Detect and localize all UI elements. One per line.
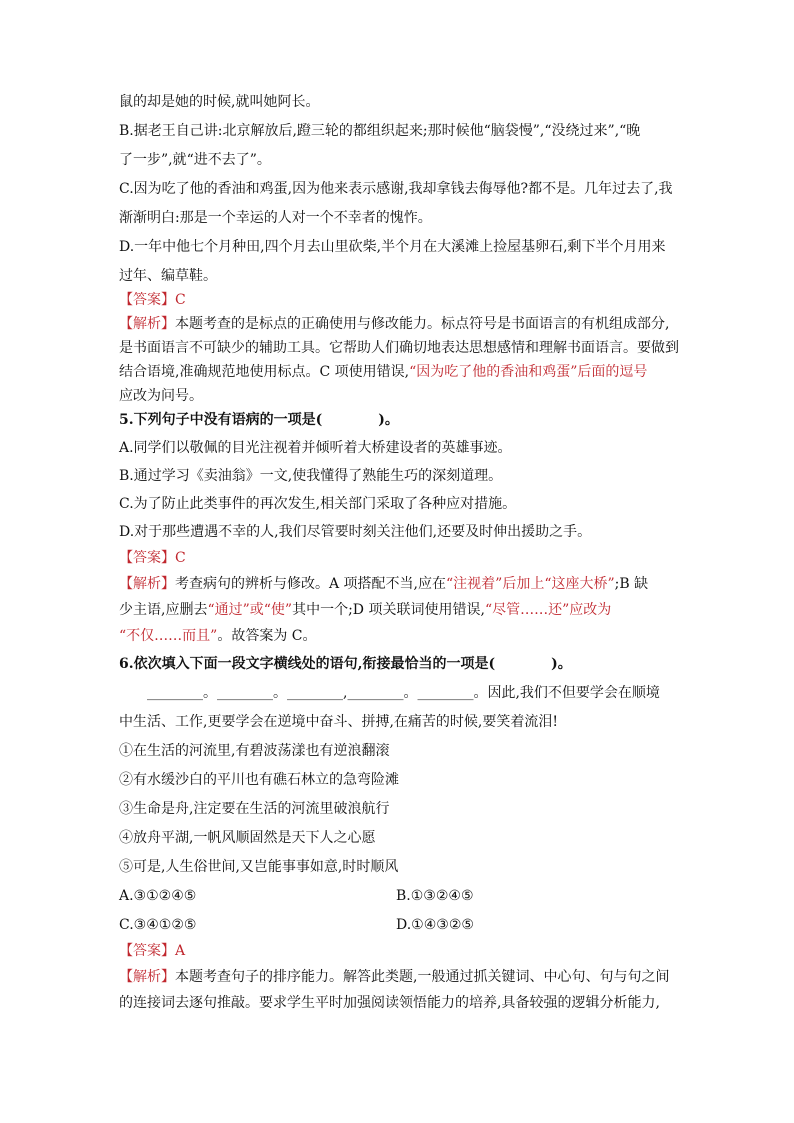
q5-answer (119, 548, 679, 568)
analysis-text: 考查病句的辨析与修改。A 项搭配不当,应在 (175, 576, 447, 592)
q4-analysis-line4: 应改为问号。 (119, 388, 203, 404)
q5-option-c: C.为了防止此类事件的再次发生,相关部门采取了各种应对措施。 (119, 496, 517, 512)
q6-option-b: B.①③②④⑤ (396, 888, 474, 904)
analysis-quote: “尽管……还”应改为 (484, 602, 612, 618)
q6-stem: 6.依次填入下面一段文字横线处的语句,衔接最恰当的一项是( )。 (119, 656, 572, 672)
q6-item-5: ⑤可是,人生俗世间,又岂能事事如意,时时顺风 (119, 859, 399, 875)
q4-analysis-line1 (119, 314, 679, 334)
analysis-text: ;B 缺 (614, 576, 649, 592)
analysis-text: 本题考查句子的排序能力。解答此类题,一般通过抓关键词、中心句、句与句之间 (175, 969, 670, 985)
analysis-text: 其中一个;D 项关联词使用错误, (292, 602, 485, 618)
q6-passage-line2: 中生活、工作,更要学会在逆境中奋斗、拼搏,在痛苦的时候,要笑着流泪! (119, 714, 558, 730)
analysis-quote: “注视着”后加上“这座大桥” (446, 576, 615, 592)
q4-option-d-line2: 过年、编草鞋。 (119, 268, 217, 284)
analysis-text: 本题考查的是标点的正确使用与修改能力。标点符号是书面语言的有机组成部分, (175, 316, 670, 332)
q4-option-c-line2: 渐渐明白:那是一个幸运的人对一个不幸者的愧怍。 (119, 210, 432, 226)
q4-analysis-line2: 是书面语言不可缺少的辅助工具。它帮助人们确切地表达思想感情和理解书面语言。要做到 (119, 340, 679, 356)
analysis-quote: “通过”或“使” (207, 602, 293, 618)
q4-option-b-line2: 了一步”,就“进不去了”。 (119, 152, 271, 168)
q6-item-4: ④放舟平湖,一帆风顺固然是天下人之心愿 (119, 830, 376, 846)
q6-answer (119, 941, 679, 961)
answer-tag: 【答案】 (119, 550, 175, 566)
analysis-tag: 【解析】 (119, 316, 175, 332)
analysis-text: 。故答案为 C。 (217, 628, 317, 644)
analysis-text: 少主语,应删去 (119, 602, 208, 618)
q4-analysis-line3 (119, 362, 679, 382)
answer-tag: 【答案】 (119, 292, 175, 308)
q6-options-row1 (119, 886, 679, 906)
q6-analysis-line1 (119, 967, 679, 987)
q6-analysis-line2: 的连接词去逐句推敲。要求学生平时加强阅读领悟能力的培养,具备较强的逻辑分析能力, (119, 995, 660, 1011)
q4-option-b-line1: B.据老王自己讲:北京解放后,蹬三轮的都组织起来;那时候他“脑袋慢”,“没绕过来”,“晚 (119, 123, 641, 139)
q6-passage-line1: ________。________。________,________。________。因此,我们不但要学会在顺境 (147, 685, 660, 701)
q5-analysis-line1 (119, 574, 679, 594)
answer-value: C (175, 292, 186, 308)
document-page (119, 92, 679, 1013)
q4-answer (119, 290, 679, 310)
answer-value: C (175, 550, 186, 566)
analysis-text: 结合语境,准确规范地使用标点。C 项使用错误, (119, 364, 410, 380)
q6-item-3: ③生命是舟,注定要在生活的河流里破浪航行 (119, 801, 390, 817)
analysis-tag: 【解析】 (119, 969, 175, 985)
q5-option-b: B.通过学习《卖油翁》一文,使我懂得了熟能生巧的深刻道理。 (119, 468, 503, 484)
analysis-quote: “不仅……而且” (119, 628, 218, 644)
answer-value: A (175, 943, 186, 959)
q5-option-d: D.对于那些遭遇不幸的人,我们尽管要时刻关注他们,还要及时伸出援助之手。 (119, 524, 592, 540)
analysis-quote: “因为吃了他的香油和鸡蛋”后面的逗号 (409, 364, 648, 380)
q6-options-row2 (119, 915, 679, 935)
q5-analysis-line3 (119, 626, 679, 646)
analysis-tag: 【解析】 (119, 576, 175, 592)
q4-option-c-line1: C.因为吃了他的香油和鸡蛋,因为他来表示感谢,我却拿钱去侮辱他?都不是。几年过去了,我 (119, 181, 673, 197)
q6-option-d: D.①④③②⑤ (396, 917, 474, 933)
q6-option-c: C.③④①②⑤ (119, 917, 197, 933)
q5-option-a: A.同学们以敬佩的目光注视着并倾听着大桥建设者的英雄事迹。 (119, 440, 512, 456)
q5-analysis-line2 (119, 600, 679, 620)
q4-option-a-end: 鼠的却是她的时候,就叫她阿长。 (119, 94, 320, 110)
q4-option-d-line1: D.一年中他七个月种田,四个月去山里砍柴,半个月在大溪滩上捡屋基卵石,剩下半个月用来 (119, 239, 666, 255)
q6-option-a: A.③①②④⑤ (119, 888, 197, 904)
q5-stem: 5.下列句子中没有语病的一项是( )。 (119, 412, 399, 428)
q6-item-1: ①在生活的河流里,有碧波荡漾也有逆浪翻滚 (119, 743, 390, 759)
answer-tag: 【答案】 (119, 943, 175, 959)
q6-item-2: ②有水缓沙白的平川也有礁石林立的急弯险滩 (119, 772, 399, 788)
